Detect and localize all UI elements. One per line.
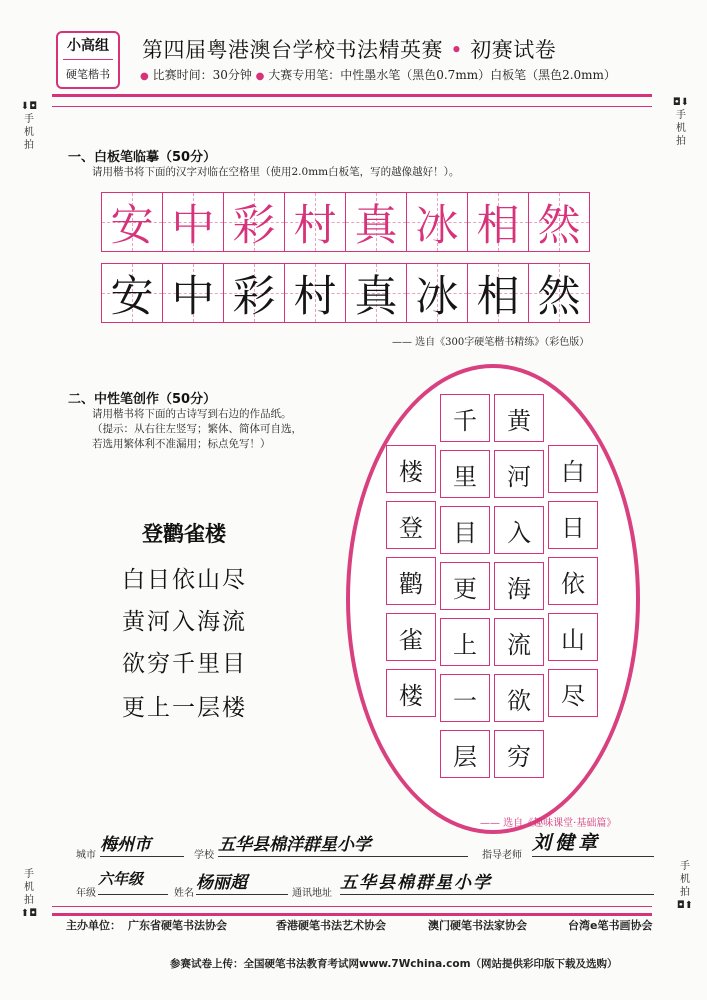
work-grid-cell[interactable]: 楼 — [386, 445, 436, 493]
name-field[interactable] — [196, 868, 288, 895]
grid-character: 相 — [476, 200, 520, 251]
grade-label: 年级 — [76, 888, 96, 899]
work-grid-cell[interactable]: 山 — [548, 613, 598, 661]
grade-value: 六年级 — [98, 870, 144, 888]
grade-field[interactable] — [98, 868, 168, 895]
grid-character: 冰 — [415, 200, 459, 251]
side-text: 手机拍 — [676, 110, 686, 147]
work-grid-cell[interactable]: 白 — [548, 445, 598, 493]
address-value: 五华县棉群星小学 — [340, 873, 492, 893]
section2-instruction-3: 若选用繁体利不准漏用；标点免写！） — [92, 438, 271, 450]
grid-character: 安 — [110, 200, 154, 251]
group-badge — [56, 31, 120, 89]
title-dot: • — [450, 38, 464, 62]
work-grid-cell[interactable]: 日 — [548, 501, 598, 549]
title-tail: 初赛试卷 — [470, 38, 557, 62]
city-label: 城市 — [76, 850, 96, 861]
grid-character: 冰 — [415, 271, 459, 322]
grid-cell[interactable] — [467, 263, 529, 323]
section1-source: —— 选自《300字硬笔楷书精练》（彩色版） — [392, 337, 590, 348]
grid-character: 安 — [110, 271, 154, 322]
work-grid-cell[interactable]: 千 — [440, 394, 490, 442]
grid-cell[interactable] — [345, 263, 407, 323]
section2-source: —— 选自《趣味课堂·基础篇》 — [480, 818, 617, 829]
school-label: 学校 — [194, 850, 214, 861]
teacher-value: 刘健章 — [532, 832, 602, 854]
section1-instruction: 请用楷书将下面的汉字对临在空格里（使用2.0mm白板笔，写的越像越好！）。 — [92, 166, 460, 178]
badge-group-label: 小高组 — [67, 38, 109, 54]
exam-time: 比赛时间：30分钟 — [152, 68, 252, 82]
page-title — [142, 34, 556, 64]
grid-cell[interactable] — [528, 263, 590, 323]
work-grid-cell[interactable]: 尽 — [548, 669, 598, 717]
camera-icon: ◘ — [29, 908, 38, 919]
model-character-row — [102, 192, 590, 252]
grid-character: 中 — [171, 271, 215, 322]
grid-cell — [345, 192, 407, 252]
work-grid-cell[interactable]: 流 — [494, 618, 544, 666]
side-marker-bottom-right — [672, 860, 698, 912]
top-cut-line — [52, 94, 652, 107]
student-character-row[interactable] — [102, 263, 590, 323]
name-label: 姓名 — [174, 888, 194, 899]
poem-line: 黄河入海流 — [122, 609, 247, 635]
side-marker-bottom-left — [16, 868, 42, 920]
work-grid-cell[interactable]: 登 — [386, 501, 436, 549]
organizer-4: 台湾e笔书画协会 — [568, 919, 653, 932]
section2-heading: 二、中性笔创作（50分） — [68, 392, 217, 407]
teacher-label: 指导老师 — [482, 850, 522, 861]
school-value: 五华县棉洋群星小学 — [218, 835, 371, 855]
side-marker-top-left — [16, 100, 42, 152]
grid-cell — [406, 192, 468, 252]
grid-cell — [467, 192, 529, 252]
school-field[interactable] — [218, 830, 468, 857]
section1-heading: 一、白板笔临摹（50分） — [68, 150, 217, 165]
grid-character: 然 — [537, 271, 581, 322]
bullet-icon: ● — [140, 71, 149, 82]
side-text: 手机拍 — [24, 869, 34, 906]
poem-line: 欲穷千里目 — [122, 651, 247, 677]
grid-cell[interactable] — [162, 263, 224, 323]
grid-cell — [101, 192, 163, 252]
section2-instruction-2: （提示：从右往左竖写；繁体、简体可自选， — [92, 423, 302, 435]
poem-line: 更上一层楼 — [122, 695, 247, 721]
badge-category-label: 硬笔楷书 — [66, 68, 110, 81]
city-value: 梅州市 — [100, 835, 151, 855]
organizers-label: 主办单位： — [66, 919, 121, 932]
grid-character: 彩 — [232, 200, 276, 251]
side-marker-top-right — [668, 96, 694, 148]
title-main: 第四届粤港澳台学校书法精英赛 — [142, 38, 443, 62]
camera-icon: ◘ — [29, 101, 38, 112]
section2-instruction-1: 请用楷书将下面的古诗写到右边的作品纸。 — [92, 408, 292, 420]
grid-cell — [284, 192, 346, 252]
grid-character: 村 — [293, 271, 337, 322]
grid-cell[interactable] — [101, 263, 163, 323]
grid-cell[interactable] — [284, 263, 346, 323]
grid-character: 然 — [537, 200, 581, 251]
teacher-field[interactable] — [532, 828, 654, 857]
bullet-icon: ● — [255, 71, 265, 82]
side-text: 手机拍 — [24, 114, 34, 151]
work-grid-cell[interactable]: 海 — [494, 562, 544, 610]
organizer-3: 澳门硬笔书法家协会 — [428, 919, 527, 932]
work-grid-cell[interactable]: 里 — [440, 450, 490, 498]
work-grid-cell[interactable]: 雀 — [386, 613, 436, 661]
work-grid-cell[interactable]: 一 — [440, 674, 490, 722]
organizer-2: 香港硬笔书法艺术协会 — [276, 919, 386, 932]
work-grid-cell[interactable]: 依 — [548, 557, 598, 605]
work-grid-cell[interactable]: 更 — [440, 562, 490, 610]
work-grid-cell[interactable]: 欲 — [494, 674, 544, 722]
arrow-down-icon: ⬇ — [680, 97, 690, 108]
footer-upload-note: 参赛试卷上传：全国硬笔书法教育考试网www.7Wchina.com（网站提供彩印版下载及选购） — [170, 958, 618, 970]
exam-pen: 大赛专用笔：中性墨水笔（黑色0.7mm）白板笔（黑色2.0mm） — [268, 68, 616, 82]
work-grid-cell[interactable]: 目 — [440, 506, 490, 554]
address-field[interactable] — [340, 868, 654, 895]
work-grid-cell[interactable]: 上 — [440, 618, 490, 666]
bottom-cut-line — [52, 906, 652, 916]
grid-cell[interactable] — [406, 263, 468, 323]
grid-character: 相 — [476, 271, 520, 322]
camera-icon: ◘ — [672, 97, 681, 108]
arrow-up-icon: ⬆ — [20, 908, 30, 919]
grid-character: 彩 — [232, 271, 276, 322]
exam-info — [140, 66, 616, 83]
work-grid-cell[interactable]: 河 — [494, 450, 544, 498]
work-grid-cell[interactable]: 鹳 — [386, 557, 436, 605]
work-grid-cell[interactable]: 层 — [440, 730, 490, 778]
camera-icon: ◘ — [676, 900, 685, 911]
work-grid-cell[interactable]: 黄 — [494, 394, 544, 442]
poem-line: 白日依山尽 — [122, 567, 247, 593]
work-grid-cell[interactable]: 楼 — [386, 669, 436, 717]
badge-divider — [63, 59, 113, 60]
address-label: 通讯地址 — [292, 888, 332, 899]
city-field[interactable] — [100, 830, 184, 857]
work-grid-cell[interactable]: 入 — [494, 506, 544, 554]
grid-character: 真 — [354, 271, 398, 322]
arrow-up-icon: ⬆ — [684, 900, 694, 911]
grid-cell — [528, 192, 590, 252]
work-grid-cell[interactable]: 穷 — [494, 730, 544, 778]
grid-character: 村 — [293, 200, 337, 251]
poem-title: 登鹳雀楼 — [142, 522, 226, 546]
grid-cell[interactable] — [223, 263, 285, 323]
organizer-1: 广东省硬笔书法协会 — [128, 919, 227, 932]
grid-cell — [223, 192, 285, 252]
name-value: 杨丽超 — [196, 873, 247, 893]
grid-character: 真 — [354, 200, 398, 251]
side-text: 手机拍 — [680, 861, 690, 898]
arrow-down-icon: ⬇ — [20, 101, 30, 112]
grid-cell — [162, 192, 224, 252]
grid-character: 中 — [171, 200, 215, 251]
